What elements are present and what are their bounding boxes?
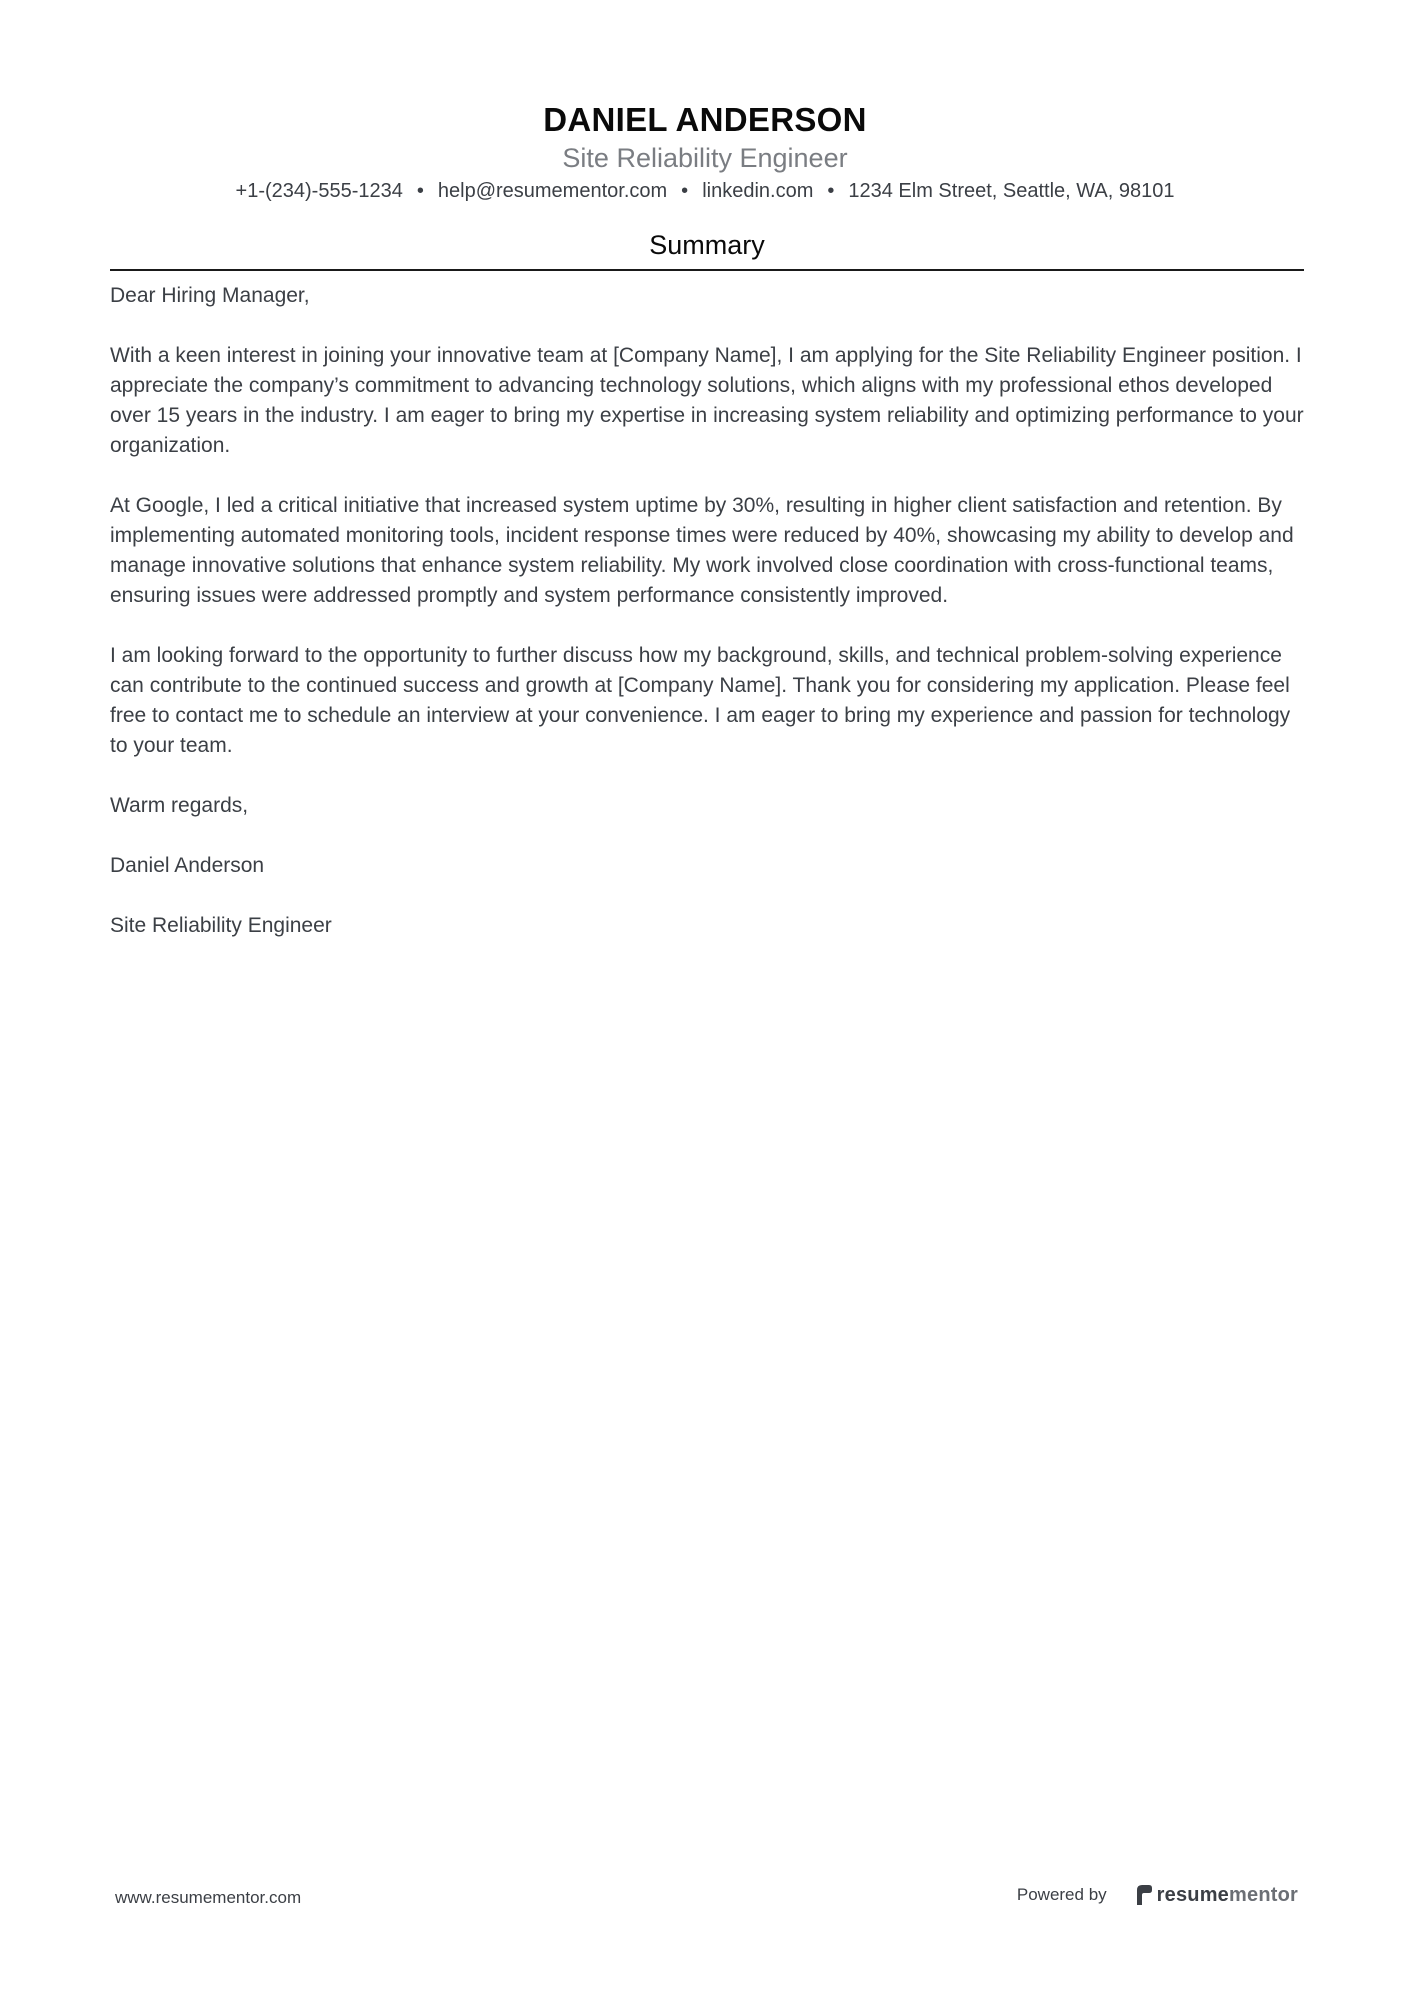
section-title: Summary [649, 230, 765, 260]
letter-paragraph-2: At Google, I led a critical initiative that increased system uptime by 30%, resulting in higher client satisfaction and retention. By implementing automated monitoring tools, incident response times were reduced by 40%, showcasing my ability to develop and manage innovative solutions that enhance system reliability. My work involved close coordination with cross-functional teams, ensuring issues were addressed promptly and system performance consistently improved. [110, 494, 1294, 607]
section-divider [110, 269, 1304, 271]
contact-separator: • [681, 180, 689, 202]
footer-website[interactable]: www.resumementor.com [115, 1888, 302, 1907]
contact-separator: • [827, 180, 835, 202]
powered-by-label: Powered by [1016, 1885, 1107, 1904]
resumementor-logo[interactable] [1135, 1883, 1298, 1907]
contact-linkedin[interactable]: linkedin.com [702, 180, 814, 202]
signature-name: Daniel Anderson [110, 854, 265, 877]
applicant-role: Site Reliability Engineer [562, 143, 848, 173]
letter-closing: Warm regards, [110, 794, 249, 817]
letter-greeting: Dear Hiring Manager, [110, 284, 310, 307]
contact-email[interactable]: help@resumementor.com [437, 180, 668, 202]
footer-branding [1017, 1883, 1298, 1907]
letter-paragraph-1: With a keen interest in joining your innovative team at [Company Name], I am applying for the Site Reliability Engineer position. I appreciate the company’s commitment to advancing technology solutions, which aligns with my professional ethos developed over 15 years in the industry. I am eager to bring my expertise in increasing system reliability and optimizing performance to your organization. [110, 344, 1304, 457]
contact-line [0, 178, 1410, 204]
applicant-name: DANIEL ANDERSON [543, 101, 867, 138]
contact-separator: • [416, 180, 424, 202]
contact-address: 1234 Elm Street, Seattle, WA, 98101 [848, 180, 1175, 202]
letter-body [110, 281, 1304, 971]
logo-text-light: mentor [1229, 1884, 1298, 1906]
logo-text-bold: resume [1156, 1884, 1230, 1906]
resumementor-logo-icon [1135, 1884, 1153, 1906]
letter-header [0, 100, 1410, 204]
letter-paragraph-3: I am looking forward to the opportunity to further discuss how my background, skills, and technical problem-solving experience can contribute to the continued success and growth at [Company Name]. Thank you for considering my application. Please feel free to contact me to schedule an interview at your convenience. I am eager to bring my experience and passion for technology to your team. [110, 644, 1291, 757]
signature-title: Site Reliability Engineer [110, 914, 332, 937]
contact-phone: +1-(234)-555-1234 [235, 180, 403, 202]
